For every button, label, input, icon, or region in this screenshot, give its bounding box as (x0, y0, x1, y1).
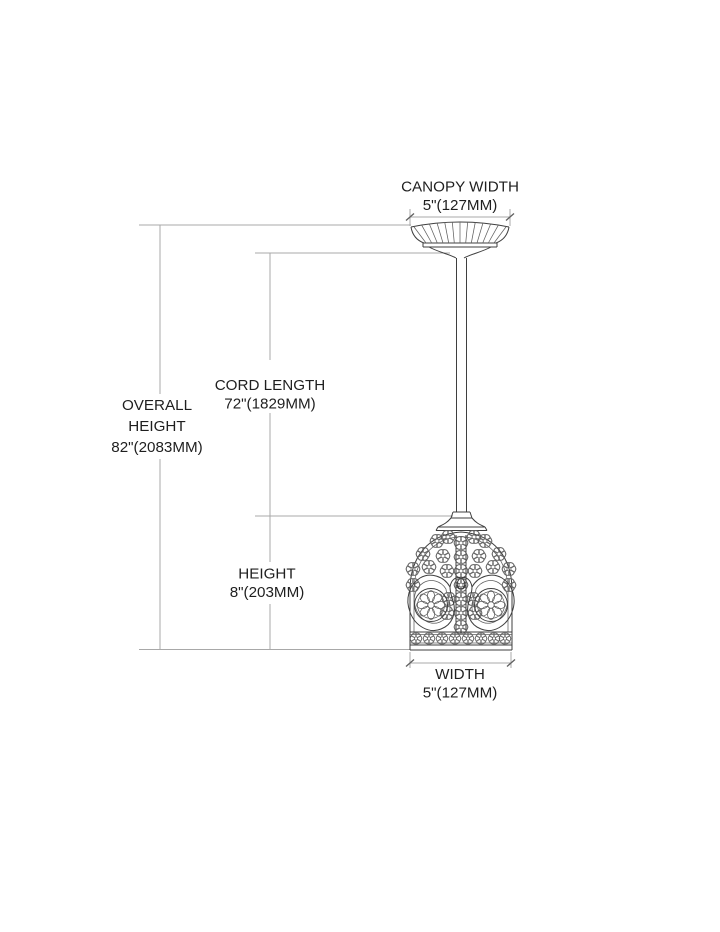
canopy-width-label: CANOPY WIDTH (401, 178, 519, 196)
canopy-ribs (414, 222, 506, 243)
shade-drawing (406, 530, 516, 650)
cord-length-value: 72"(1829MM) (224, 395, 316, 413)
cord-drawing (457, 258, 467, 512)
cord-length-label: CORD LENGTH (214, 377, 326, 394)
shade-height-label: HEIGHT (238, 565, 296, 583)
shade-height-value: 8"(203MM) (229, 584, 305, 601)
shade-bottom-band (410, 632, 512, 650)
shade-fitter-drawing (436, 512, 487, 531)
overall-height-label-line1: OVERALL (121, 397, 193, 414)
shade-width-label: WIDTH (435, 666, 485, 683)
overall-height-label-line2: HEIGHT (128, 418, 186, 435)
overall-height-value: 82"(2083MM) (111, 439, 203, 456)
canopy-width-value: 5"(127MM) (422, 197, 498, 214)
shade-width-value: 5"(127MM) (422, 684, 498, 702)
